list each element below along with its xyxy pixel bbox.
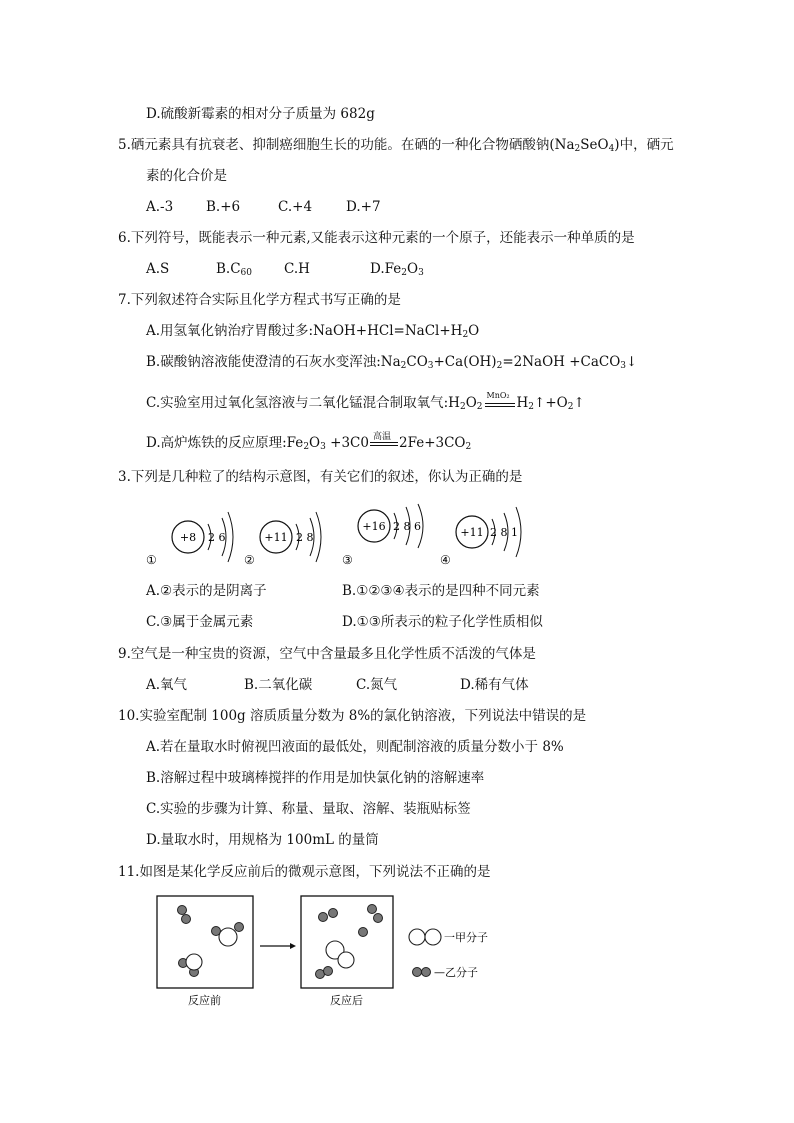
particle-4-shells: 2 8 1 xyxy=(490,526,518,539)
before-box xyxy=(157,896,253,988)
particle-4-nucleus: +11 xyxy=(460,526,484,539)
q8-option-b: B.①②③④表示的是四种不同元素 xyxy=(342,583,540,599)
q7-d-sub4: 2 xyxy=(465,442,472,452)
legend-a-symbol xyxy=(409,929,425,945)
q7-b1: B.碳酸钠溶液能使澄清的石灰水变浑浊:Na xyxy=(146,354,401,370)
q8-option-a: A.②表示的是阴离子 xyxy=(146,583,267,599)
q7-b-sub4: 3 xyxy=(620,361,627,371)
q10-stem: 10.实验室配制 100g 溶质质量分数为 8%的氯化钠溶液，下列说法中错误的是 xyxy=(118,708,587,724)
particle-3-shells: 2 8 6 xyxy=(393,520,421,533)
q5-stem-line2: 素的化合价是 xyxy=(146,168,227,184)
q7-d1: D.高炉炼铁的反应原理:Fe xyxy=(146,435,304,451)
q7-c-sub3: 2 xyxy=(528,402,535,412)
q6-option-d-sub1: 2 xyxy=(401,268,407,278)
q6-option-d-text: D.Fe xyxy=(370,261,402,277)
q5-option-d: D.+7 xyxy=(346,199,381,215)
q7-d2: O xyxy=(309,435,321,451)
q8-option-c: C.③属于金属元素 xyxy=(146,614,254,630)
q7-b3: +Ca(OH) xyxy=(433,354,497,370)
q6-option-d-sub2: 3 xyxy=(418,268,424,278)
q7-d3: +3C0 xyxy=(325,435,369,451)
q7-d-sub2: 3 xyxy=(320,442,326,452)
q10-option-b: B.溶解过程中玻璃棒搅拌的作用是加快氯化钠的溶解速率 xyxy=(146,770,485,786)
q9-option-a: A.氧气 xyxy=(146,677,188,693)
q7-b5: ↓ xyxy=(626,354,638,370)
particle-4 xyxy=(440,507,521,567)
legend-b-label: —乙分子 xyxy=(434,966,478,979)
q7-d-equals-sign xyxy=(370,442,398,446)
q5-stem xyxy=(118,136,674,158)
q4-option-d: D.硫酸新霉素的相对分子质量为 682g xyxy=(146,106,375,122)
after-label: 反应后 xyxy=(330,994,363,1007)
q5-option-a: A.-3 xyxy=(146,199,174,215)
q10-option-d: D.量取水时，用规格为 100mL 的量筒 xyxy=(146,832,379,848)
q6-option-b-text: B.C xyxy=(216,261,241,277)
q7-option-a xyxy=(146,322,479,344)
particle-2 xyxy=(244,512,321,567)
particle-3-index: ③ xyxy=(342,553,353,567)
before-label: 反应前 xyxy=(188,994,221,1007)
q7-d-sub1: 2 xyxy=(303,442,310,452)
q7-d4: 2Fe+3CO xyxy=(398,435,466,451)
q7-b-sub2: 3 xyxy=(427,361,434,371)
q7-option-c xyxy=(146,391,585,416)
particle-2-shells: 2 8 xyxy=(296,531,314,544)
q5-stem-a: 5.硒元素具有抗衰老、抑制癌细胞生长的功能。在硒的一种化合物硒酸钠(Na xyxy=(118,137,575,153)
q9-option-d: D.稀有气体 xyxy=(460,677,529,693)
q5-option-c: C.+4 xyxy=(278,199,313,215)
q7-c-catalyst: MnO₂ xyxy=(486,391,510,400)
q7-d-reaction-arrow xyxy=(369,434,399,452)
q7-a-text: A.用氢氧化钠治疗胃酸过多:NaOH+HCl=NaCl+H xyxy=(146,323,463,339)
q7-c2: O xyxy=(465,395,477,411)
q6-option-d-mid: O xyxy=(407,261,419,277)
q10-option-c: C.实验的步骤为计算、称量、量取、溶解、装瓶贴标签 xyxy=(146,801,471,817)
q7-c-equals-sign xyxy=(485,403,515,407)
reaction-micro-diagram xyxy=(150,892,520,1016)
q7-b-sub3: 2 xyxy=(496,361,503,371)
particle-1 xyxy=(146,512,233,567)
q6-option-d xyxy=(370,260,424,282)
particle-2-nucleus: +11 xyxy=(264,531,288,544)
q7-option-d xyxy=(146,434,471,456)
q7-c4: ↑+O xyxy=(534,395,568,411)
q6-option-c: C.H xyxy=(284,261,310,277)
q5-sub-4: 4 xyxy=(608,144,615,154)
q7-c3: H xyxy=(516,395,529,411)
particle-1-index: ① xyxy=(146,553,157,567)
q9-option-c: C.氮气 xyxy=(356,677,398,693)
atomic-structure-diagrams xyxy=(140,502,540,572)
particle-4-index: ④ xyxy=(440,553,451,567)
q5-sub-2: 2 xyxy=(574,144,581,154)
q6-option-b xyxy=(216,260,252,282)
q7-c5: ↑ xyxy=(573,395,585,411)
q7-c-reaction-arrow xyxy=(483,391,517,412)
particle-3 xyxy=(342,504,423,567)
q7-a-end: O xyxy=(468,323,480,339)
after-box xyxy=(301,896,393,988)
legend-b-symbol xyxy=(413,968,422,977)
particle-3-nucleus: +16 xyxy=(362,520,386,533)
q8-option-d: D.①③所表示的粒子化学性质相似 xyxy=(342,614,543,630)
q8-stem: 3.下列是几种粒了的结构示意图，有关它们的叙述，你认为正确的是 xyxy=(118,469,523,485)
legend-a-label: 一甲分子 xyxy=(444,931,488,944)
q7-option-b xyxy=(146,353,637,375)
q7-b2: CO xyxy=(406,354,428,370)
q6-option-b-sub: 60 xyxy=(240,268,252,278)
q7-c-sub2: 2 xyxy=(476,402,483,412)
q7-stem: 7.下列叙述符合实际且化学方程式书写正确的是 xyxy=(118,292,401,308)
particle-1-nucleus: +8 xyxy=(179,531,197,544)
q9-option-b: B.二氧化碳 xyxy=(244,677,313,693)
particle-2-index: ② xyxy=(244,553,255,567)
particle-1-shells: 2 6 xyxy=(208,531,226,544)
q7-b-sub1: 2 xyxy=(400,361,407,371)
q5-stem-c: )中，硒元 xyxy=(614,137,674,153)
q7-c-sub4: 2 xyxy=(567,402,574,412)
q6-stem: 6.下列符号，既能表示一种元素,又能表示这种元素的一个原子，还能表示一种单质的是 xyxy=(118,230,635,246)
q10-option-a: A.若在量取水时俯视凹液面的最低处，则配制溶液的质量分数小于 8% xyxy=(146,739,564,755)
q9-stem: 9.空气是一种宝贵的资源，空气中含量最多且化学性质不活泼的气体是 xyxy=(118,646,536,662)
q7-c1: C.实验室用过氧化氢溶液与二氧化锰混合制取氧气:H xyxy=(146,395,460,411)
q5-option-b: B.+6 xyxy=(206,199,241,215)
q7-b4: =2NaOH +CaCO xyxy=(502,354,621,370)
q11-stem: 11.如图是某化学反应前后的微观示意图，下列说法不正确的是 xyxy=(118,864,491,880)
q6-option-a: A.S xyxy=(146,261,170,277)
q7-d-condition: 高温 xyxy=(372,432,391,442)
q5-stem-b: SeO xyxy=(580,137,609,153)
q7-c-sub1: 2 xyxy=(459,402,466,412)
q7-a-sub: 2 xyxy=(462,330,469,340)
